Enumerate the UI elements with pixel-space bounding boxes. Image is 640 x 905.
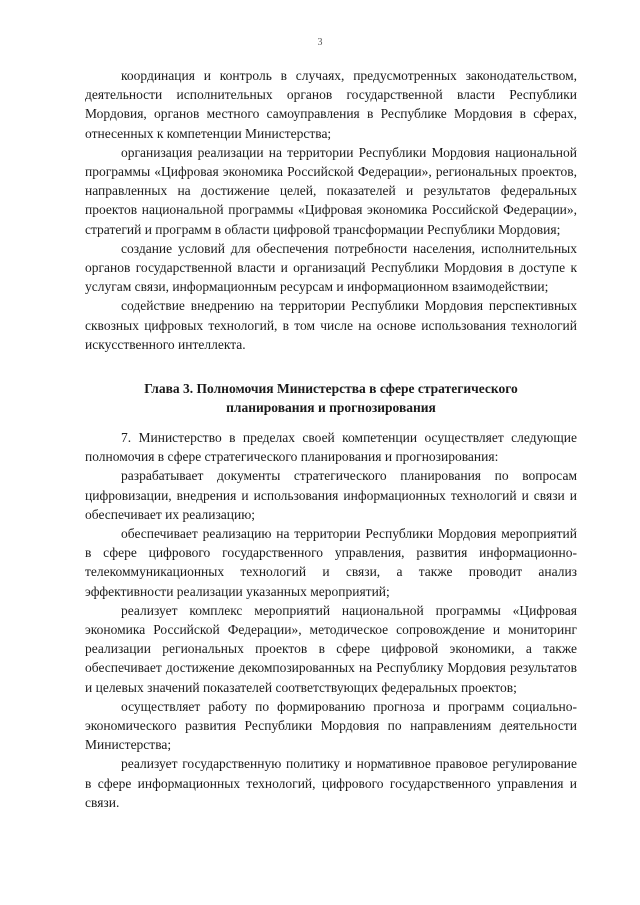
paragraph: реализует государственную политику и нормативное правовое регулирование в сфере информационных технологий, цифрового государственного управления и связи. xyxy=(85,756,577,810)
paragraph: организация реализации на территории Республики Мордовия национальной программы «Цифровая экономика Российской Федерации», региональных проектов, направленных на достижение целей, показателей и результатов федеральных проектов национальной программы «Цифровая экономика Российской Федерации», стратегий и программ в области цифровой трансформации Республики Мордовия; xyxy=(85,144,577,237)
paragraph: 7. Министерство в пределах своей компетенции осуществляет следующие полномочия в сфере стратегического планирования и прогнозирования: xyxy=(85,430,577,465)
chapter-heading xyxy=(85,379,577,417)
paragraph: создание условий для обеспечения потребности населения, исполнительных органов государственной власти и организаций Республики Мордовия в доступе к услугам связи, информационным ресурсам и информационном взаимодействии; xyxy=(85,240,577,295)
paragraphs-after-heading xyxy=(85,428,577,812)
paragraph: разрабатывает документы стратегического планирования по вопросам цифровизации, внедрения и использования информационных технологий и связи и обеспечивает их реализацию; xyxy=(85,468,577,522)
paragraph: координация и контроль в случаях, предусмотренных законодательством, деятельности исполнительных органов государственной власти Республики Мордовия, органов местного самоуправления в Республике Мордовия в сферах, отнесенных к компетенции Министерства; xyxy=(85,68,577,141)
paragraph: содействие внедрению на территории Республики Мордовия перспективных сквозных цифровых технологий, в том числе на основе использования технологий искусственного интеллекта. xyxy=(85,298,577,352)
paragraph: реализует комплекс мероприятий национальной программы «Цифровая экономика Российской Федерации», методическое сопровождение и мониторинг реализации региональных проектов в сфере цифровой экономики, а также обеспечивает достижение декомпозированных на Республику Мордовия результатов и целевых значений показателей соответствующих федеральных проектов; xyxy=(85,602,577,695)
paragraphs-before-heading xyxy=(85,66,577,354)
paragraph: обеспечивает реализацию на территории Республики Мордовия мероприятий в сфере цифрового государственного управления, развития информационно-телекоммуникационных технологий и связи, а также проводит анализ эффективности реализации указанных мероприятий; xyxy=(85,526,577,599)
chapter-heading-line-1: Глава 3. Полномочия Министерства в сфере стратегического xyxy=(144,381,518,396)
paragraph: осуществляет работу по формированию прогноза и программ социально-экономического развития Республики Мордовия по направлениям деятельности Министерства; xyxy=(85,698,577,753)
page-number: 3 xyxy=(317,37,323,48)
chapter-heading-line-2: планирования и прогнозирования xyxy=(226,400,436,416)
